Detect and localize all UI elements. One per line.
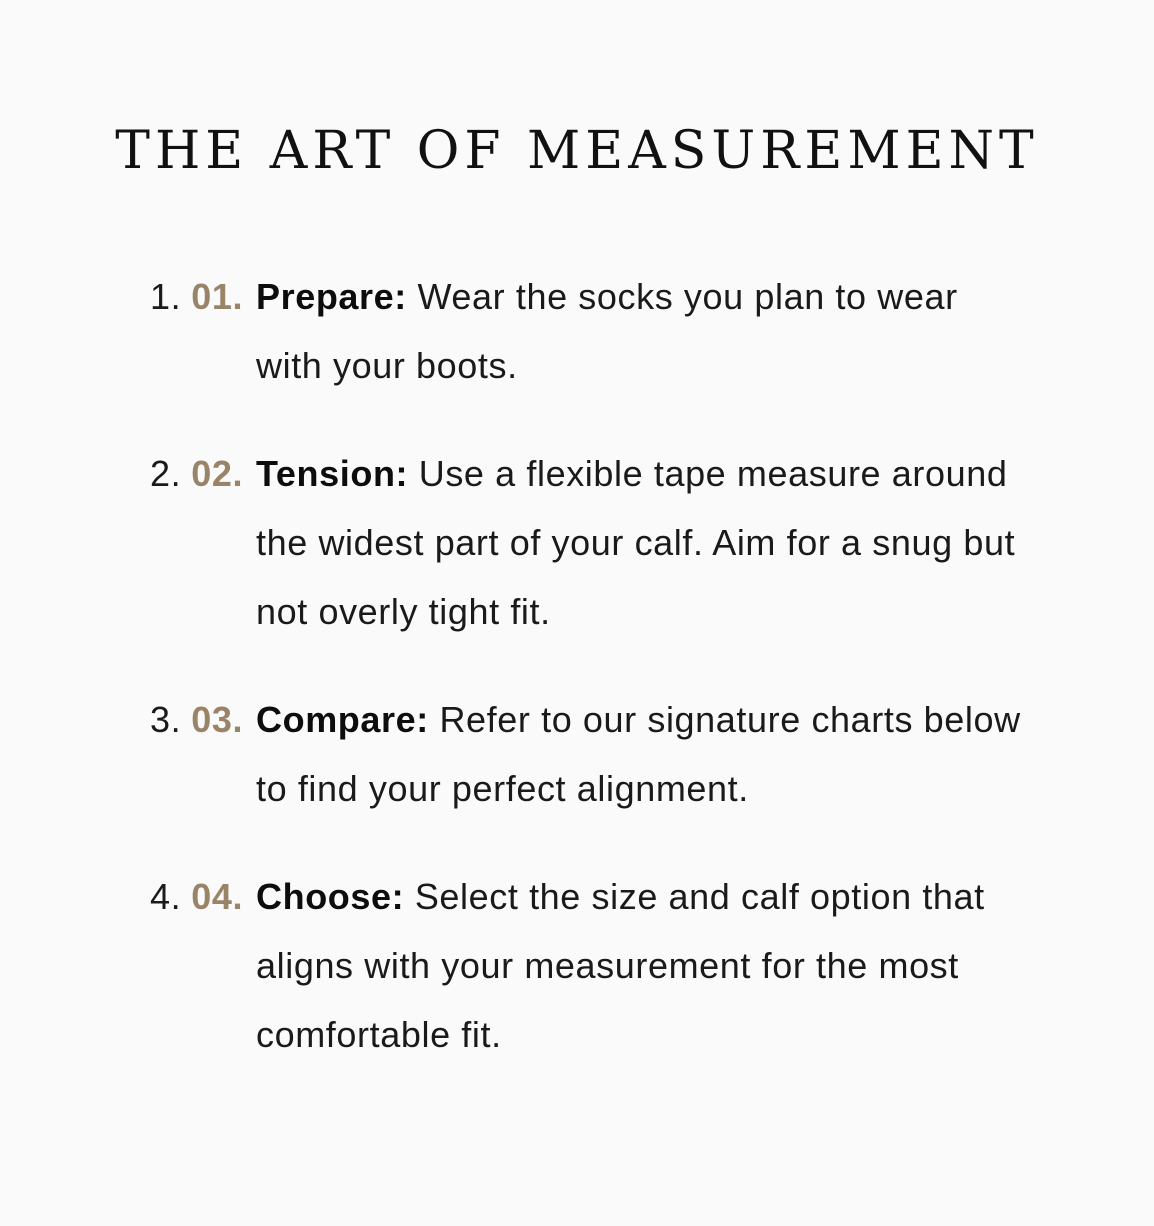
step-number: 02. (191, 453, 244, 494)
step-item-prepare (150, 262, 1030, 400)
list-number: 2. (150, 453, 182, 494)
step-marker (150, 439, 243, 508)
step-number: 04. (191, 876, 244, 917)
list-number: 4. (150, 876, 182, 917)
step-label: Prepare: (256, 276, 407, 317)
step-item-compare (150, 685, 1030, 823)
step-marker (150, 685, 243, 754)
list-number: 3. (150, 699, 182, 740)
step-text: Wear the socks you plan to wear with your boots. (256, 276, 958, 386)
step-number: 03. (191, 699, 244, 740)
step-label: Choose: (256, 876, 405, 917)
step-number: 01. (191, 276, 244, 317)
step-item-tension (150, 439, 1030, 646)
step-label: Compare: (256, 699, 429, 740)
step-item-choose (150, 862, 1030, 1069)
step-text: Use a flexible tape measure around the widest part of your calf. Aim for a snug but not overly tight fit. (256, 453, 1016, 632)
page-title: THE ART OF MEASUREMENT (115, 121, 1039, 181)
measurement-steps-list (150, 262, 1030, 1108)
list-number: 1. (150, 276, 182, 317)
step-marker (150, 262, 243, 331)
step-marker (150, 862, 243, 931)
step-text: Select the size and calf option that aligns with your measurement for the most comfortable fit. (256, 876, 985, 1055)
step-text: Refer to our signature charts below to find your perfect alignment. (256, 699, 1021, 809)
step-label: Tension: (256, 453, 409, 494)
